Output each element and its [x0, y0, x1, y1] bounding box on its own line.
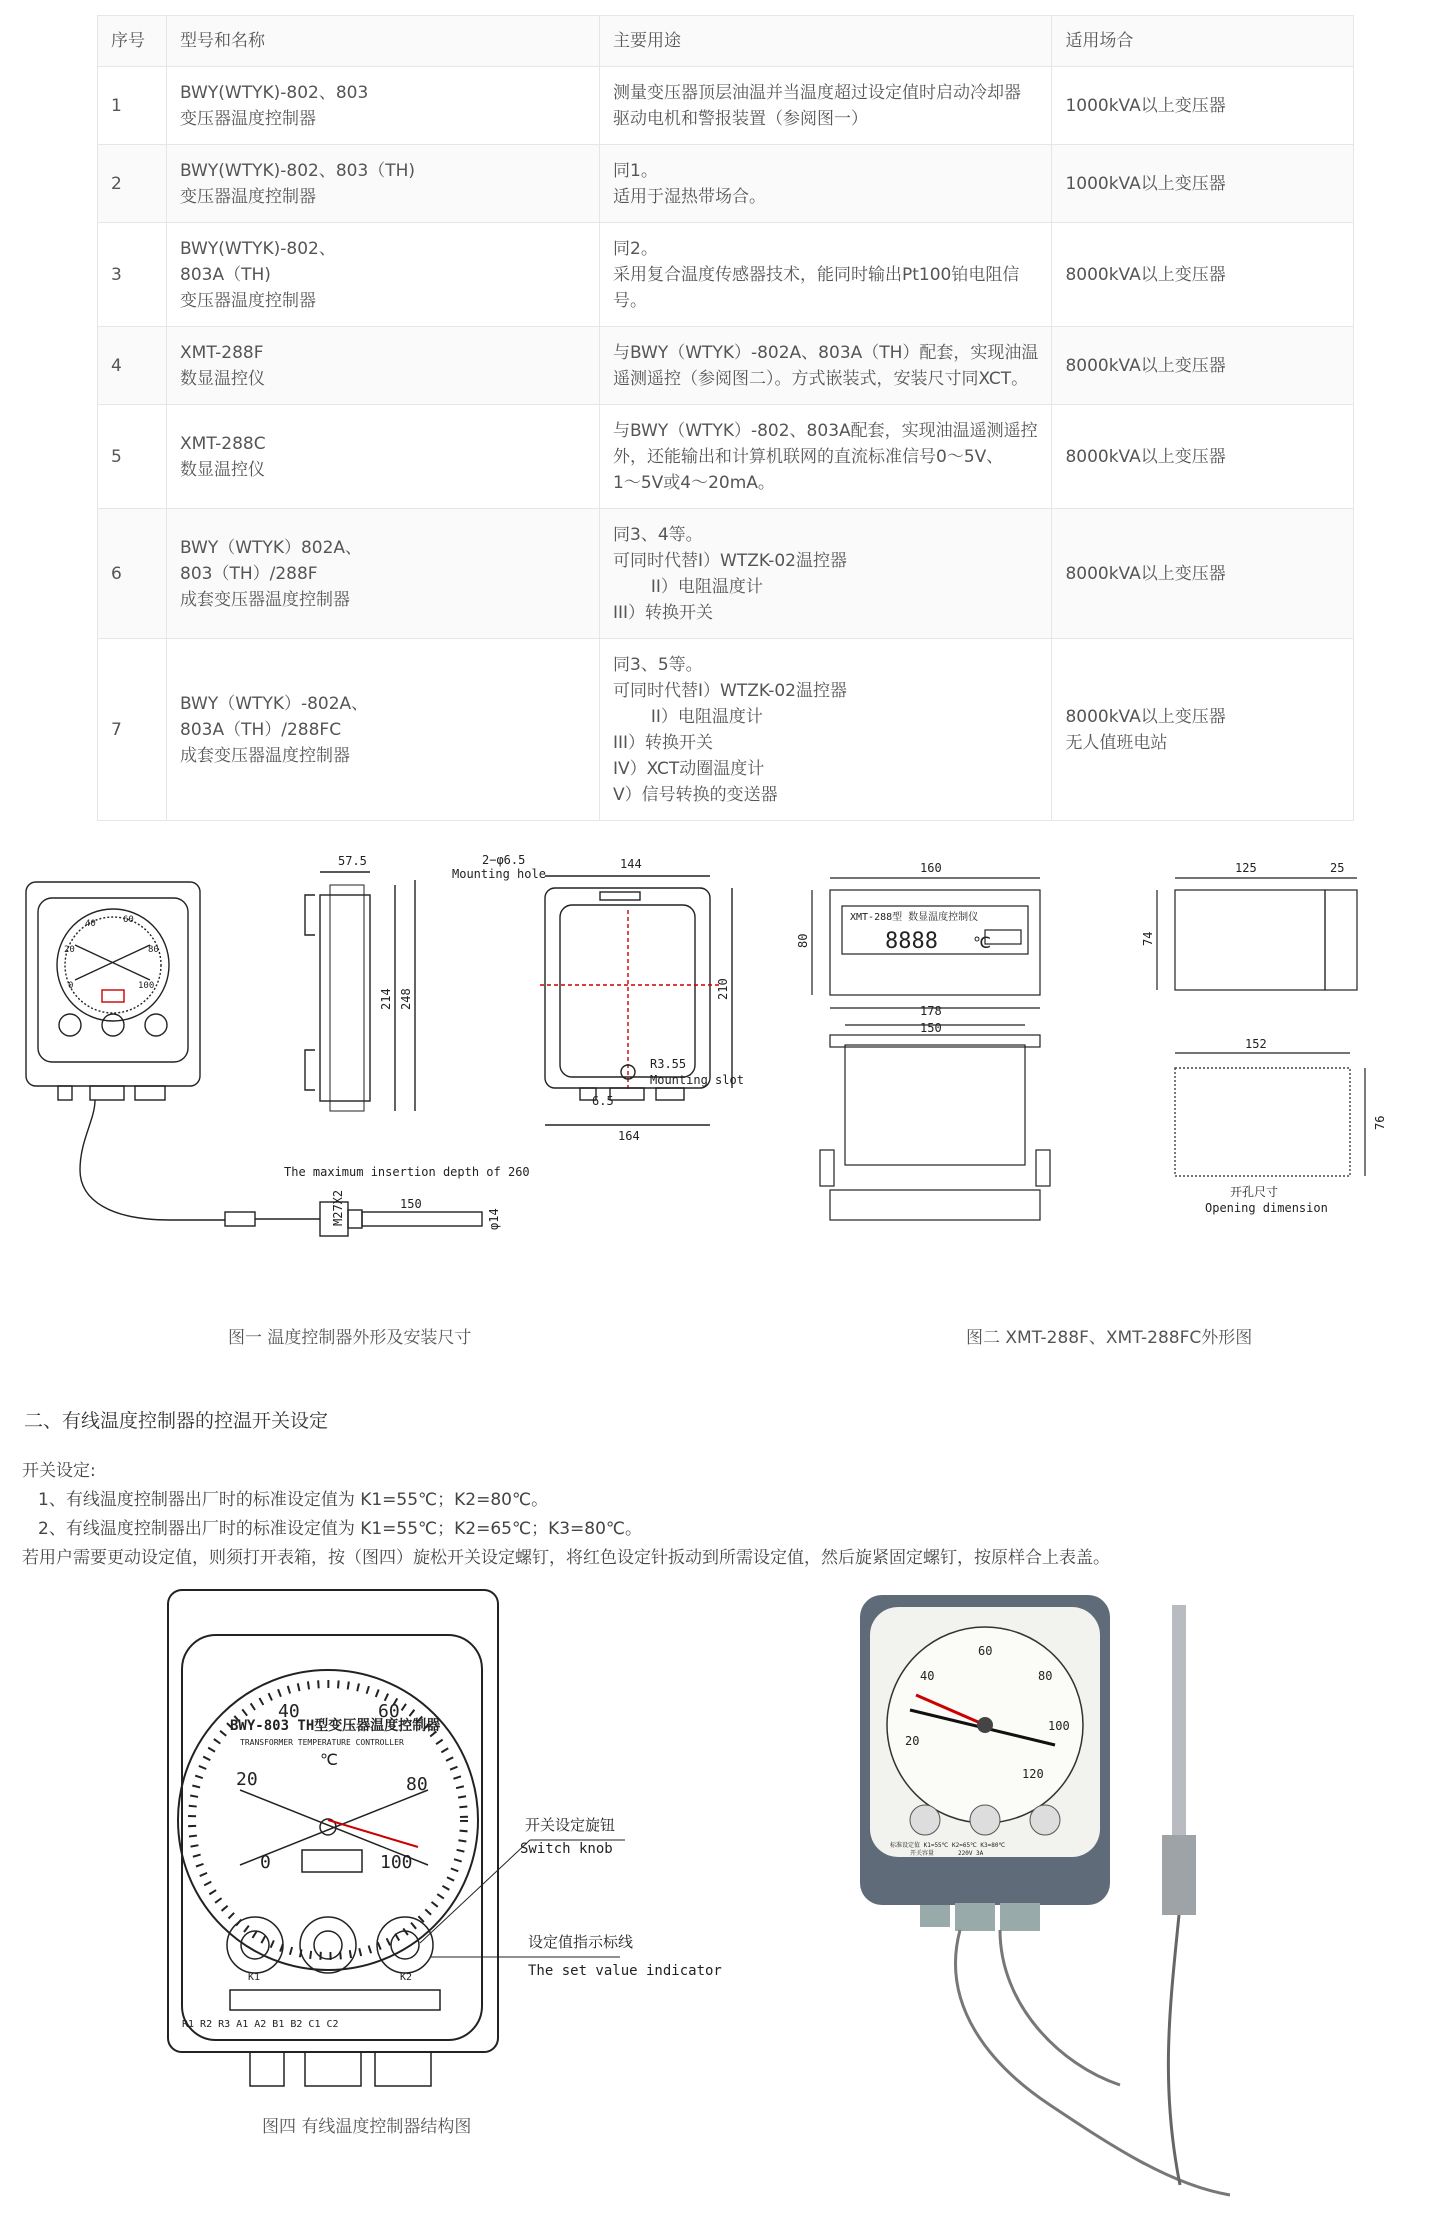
- dim-164: 164: [618, 1129, 640, 1143]
- dim-178: 178: [920, 1004, 942, 1018]
- cell-use-line: II）电阻温度计: [613, 706, 763, 727]
- cell-use-line: 可同时代替I）WTZK-02温控器: [613, 680, 847, 701]
- para-switch-setting: 开关设定:: [22, 1461, 96, 1481]
- cell-no: [98, 509, 167, 639]
- fig4-ind-cn: 设定值指示标线: [528, 1933, 634, 1951]
- label-mounting-hole: Mounting hole: [452, 867, 546, 881]
- dim-160: 160: [920, 861, 942, 875]
- cell-no-line: 3: [111, 264, 122, 285]
- cell-model-line: BWY(WTYK)-802、803: [180, 82, 369, 103]
- cell-no-line: 2: [111, 173, 122, 194]
- dim-210: 210: [716, 978, 730, 1000]
- cell-place-line: 8000kVA以上变压器: [1065, 563, 1226, 584]
- cell-model-line: 变压器温度控制器: [180, 186, 316, 207]
- fig1-dial-20: 20: [64, 945, 75, 955]
- cell-model-line: BWY(WTYK)-802、: [180, 238, 336, 259]
- dim-152: 152: [1245, 1037, 1267, 1051]
- dim-74: 74: [1141, 931, 1155, 946]
- figure-4-caption: 图四 有线温度控制器结构图: [262, 2117, 472, 2137]
- fig4-dial-title: BWY-803 TH型变压器温度控制器: [230, 1718, 441, 1734]
- cell-use-line: 遥测遥控（参阅图二）。方式嵌装式，安装尺寸同XCT。: [613, 368, 1029, 389]
- opening-en: Opening dimension: [1205, 1201, 1328, 1215]
- dim-6-5: 6.5: [592, 1094, 614, 1108]
- dim-248: 248: [399, 988, 413, 1010]
- panel-title: XMT-288型 数显温度控制仪: [850, 912, 979, 923]
- cell-model: [167, 67, 600, 145]
- dim-25: 25: [1330, 861, 1345, 875]
- cell-no: [98, 405, 167, 509]
- cell-model-line: 803A（TH): [180, 264, 271, 285]
- cell-model-line: 成套变压器温度控制器: [180, 745, 350, 766]
- cell-place: [1052, 405, 1354, 509]
- fig4-dial-80: 80: [406, 1774, 428, 1795]
- cell-place-line: 8000kVA以上变压器: [1065, 706, 1226, 727]
- cell-place: [1052, 145, 1354, 223]
- label-m27: M27X2: [331, 1189, 345, 1226]
- cell-no: [98, 67, 167, 145]
- table-row: [98, 639, 1354, 821]
- table-row: [98, 327, 1354, 405]
- cell-model-line: 803（TH）/288F: [180, 563, 318, 584]
- para-setting-1: 1、有线温度控制器出厂时的标准设定值为 K1=55℃；K2=80℃。: [38, 1490, 549, 1510]
- cell-use-line: 外，还能输出和计算机联网的直流标准信号0～5V、: [613, 446, 1004, 467]
- fig4-dial-100: 100: [380, 1852, 413, 1873]
- cell-use-line: 测量变压器顶层油温并当温度超过设定值时启动冷却器: [613, 82, 1021, 103]
- controller-front-outline: [26, 882, 200, 1086]
- cell-model: [167, 509, 600, 639]
- cell-no-line: 5: [111, 446, 122, 467]
- cell-place: [1052, 327, 1354, 405]
- cell-use: [600, 145, 1052, 223]
- photo-dial-100: 100: [1048, 1719, 1070, 1733]
- cell-model: [167, 639, 600, 821]
- cell-model: [167, 327, 600, 405]
- dim-150: 150: [400, 1197, 422, 1211]
- cell-model-line: 数显温控仪: [180, 368, 265, 389]
- cell-place-line: 1000kVA以上变压器: [1065, 95, 1226, 116]
- col-header-use: 主要用途: [600, 16, 1052, 67]
- fig4-k1: K1: [248, 1972, 261, 1983]
- para-instructions: 若用户需要更动设定值，则须打开表箱，按（图四）旋松开关设定螺钉，将红色设定针扳动到所需设定值，然后旋紧固定螺钉，按原样合上表盖。: [22, 1548, 1110, 1568]
- cell-no-line: 6: [111, 563, 122, 584]
- cell-use-line: III）转换开关: [613, 732, 714, 753]
- fig4-k2: K2: [400, 1972, 413, 1983]
- cell-use-line: 号。: [613, 290, 647, 311]
- figure-4-drawing: [160, 1585, 770, 2110]
- product-photo: [850, 1585, 1250, 2215]
- cell-use-line: 可同时代替I）WTZK-02温控器: [613, 550, 847, 571]
- photo-dial-120: 120: [1022, 1767, 1044, 1781]
- table-header-row: [98, 16, 1354, 67]
- cell-use-line: 1～5V或4～20mA。: [613, 472, 775, 493]
- cell-use: [600, 509, 1052, 639]
- cell-model-line: 成套变压器温度控制器: [180, 589, 350, 610]
- photo-rating-label: 开关容量: [910, 1850, 935, 1857]
- cell-place: [1052, 223, 1354, 327]
- cell-no-line: 4: [111, 355, 122, 376]
- cell-use-line: 同3、5等。: [613, 654, 703, 675]
- cell-use-line: IV）XCT动圈温度计: [613, 758, 765, 779]
- cell-place: [1052, 67, 1354, 145]
- cell-use: [600, 405, 1052, 509]
- fig4-terminals: R1 R2 R3 A1 A2 B1 B2 C1 C2: [182, 2019, 339, 2030]
- fig4-dial-60: 60: [378, 1701, 400, 1722]
- cell-use-line: 同2。: [613, 238, 658, 259]
- cell-model-line: 803A（TH）/288FC: [180, 719, 342, 740]
- cell-model-line: BWY（WTYK）-802A、: [180, 693, 369, 714]
- dim-phi14: φ14: [487, 1208, 501, 1230]
- label-r355: R3.55: [650, 1057, 687, 1071]
- table-row: [98, 145, 1354, 223]
- cell-use-line: III）转换开关: [613, 602, 714, 623]
- cell-model: [167, 223, 600, 327]
- cell-model-line: BWY（WTYK）802A、: [180, 537, 363, 558]
- fig4-unit: ℃: [320, 1750, 338, 1769]
- figure-1-drawing: [20, 850, 810, 1315]
- cell-use-line: 与BWY（WTYK）-802、803A配套，实现油温遥测遥控: [613, 420, 1038, 441]
- opening-cn: 开孔尺寸: [1230, 1185, 1279, 1199]
- photo-dial-20: 20: [905, 1734, 920, 1748]
- fig1-dial-60: 60: [123, 915, 134, 925]
- cell-no-line: 7: [111, 719, 122, 740]
- cell-model-line: BWY(WTYK)-802、803（TH): [180, 160, 416, 181]
- table-row: [98, 67, 1354, 145]
- panel-unit: ℃: [973, 933, 991, 952]
- fig1-dial-40: 40: [85, 919, 96, 929]
- cell-use-line: 同1。: [613, 160, 658, 181]
- photo-dial-60: 60: [978, 1644, 993, 1658]
- col-header-place: 适用场合: [1052, 16, 1354, 67]
- dim-76: 76: [1373, 1115, 1387, 1130]
- cell-model-line: 变压器温度控制器: [180, 108, 316, 129]
- photo-rating: 220V 3A: [958, 1850, 984, 1857]
- col-header-no: 序号: [98, 16, 167, 67]
- label-insertion-depth: The maximum insertion depth of 260: [284, 1165, 530, 1179]
- fig4-dial-0: 0: [260, 1852, 271, 1873]
- dim-214: 214: [379, 988, 393, 1010]
- cell-use: [600, 223, 1052, 327]
- cell-use-line: 适用于湿热带场合。: [613, 186, 766, 207]
- cell-model: [167, 405, 600, 509]
- fig1-dial-0: 0: [68, 981, 74, 991]
- cell-use-line: 采用复合温度传感器技术，能同时输出Pt100铂电阻信: [613, 264, 1020, 285]
- dim-125: 125: [1235, 861, 1257, 875]
- cell-model-line: XMT-288F: [180, 342, 264, 363]
- label-hole: 2−φ6.5: [482, 853, 526, 867]
- cell-model-line: 变压器温度控制器: [180, 290, 316, 311]
- col-header-model: 型号和名称: [167, 16, 600, 67]
- cell-model: [167, 145, 600, 223]
- section-title: 二、有线温度控制器的控温开关设定: [24, 1410, 329, 1432]
- cell-use-line: V）信号转换的变送器: [613, 784, 778, 805]
- cell-place: [1052, 509, 1354, 639]
- figure-1-caption: 图一 温度控制器外形及安装尺寸: [228, 1328, 472, 1348]
- fig4-dial-20: 20: [236, 1769, 258, 1790]
- cell-no: [98, 223, 167, 327]
- cell-use-line: 驱动电机和警报装置（参阅图一）: [613, 108, 868, 129]
- cell-place-line: 1000kVA以上变压器: [1065, 173, 1226, 194]
- table-row: [98, 223, 1354, 327]
- dim-80: 80: [796, 933, 810, 948]
- cell-use-line: 与BWY（WTYK）-802A、803A（TH）配套，实现油温: [613, 342, 1039, 363]
- cell-no: [98, 327, 167, 405]
- dim-57-5: 57.5: [338, 854, 367, 868]
- figure-2-caption: 图二 XMT-288F、XMT-288FC外形图: [966, 1328, 1253, 1348]
- fig4-dial-40: 40: [278, 1701, 300, 1722]
- cell-use-line: II）电阻温度计: [613, 576, 763, 597]
- cell-use-line: 同3、4等。: [613, 524, 703, 545]
- cell-no: [98, 639, 167, 821]
- fig4-knob-en: Switch knob: [520, 1841, 613, 1857]
- para-setting-2: 2、有线温度控制器出厂时的标准设定值为 K1=55℃；K2=65℃；K3=80℃。: [38, 1519, 643, 1539]
- cell-place: [1052, 639, 1354, 821]
- fig4-ind-en: The set value indicator: [528, 1963, 722, 1979]
- cell-use: [600, 327, 1052, 405]
- dim-144: 144: [620, 857, 642, 871]
- panel-digits: 8888: [885, 929, 938, 954]
- table-row: [98, 405, 1354, 509]
- fig4-knob-cn: 开关设定旋钮: [525, 1816, 616, 1834]
- fig1-dial-80: 80: [148, 945, 159, 955]
- fig1-dial-100: 100: [138, 981, 155, 991]
- cell-model-line: 数显温控仪: [180, 459, 265, 480]
- spec-table: [97, 15, 1354, 821]
- cell-use: [600, 639, 1052, 821]
- cell-model-line: XMT-288C: [180, 433, 266, 454]
- cell-place-line: 8000kVA以上变压器: [1065, 446, 1226, 467]
- fig4-dial-sub: TRANSFORMER TEMPERATURE CONTROLLER: [240, 1738, 404, 1747]
- cell-place-line: 无人值班电站: [1065, 732, 1168, 753]
- cell-place-line: 8000kVA以上变压器: [1065, 264, 1226, 285]
- dim-150b: 150: [920, 1021, 942, 1035]
- cell-place-line: 8000kVA以上变压器: [1065, 355, 1226, 376]
- figure-2-drawing: [790, 860, 1410, 1230]
- photo-dial-80: 80: [1038, 1669, 1053, 1683]
- label-mounting-slot: Mounting slot: [650, 1073, 744, 1087]
- cell-no-line: 1: [111, 95, 122, 116]
- cell-use: [600, 67, 1052, 145]
- photo-settings: 标准设定值 K1=55℃ K2=65℃ K3=80℃: [890, 1842, 1006, 1849]
- cell-no: [98, 145, 167, 223]
- table-row: [98, 509, 1354, 639]
- photo-dial-40: 40: [920, 1669, 935, 1683]
